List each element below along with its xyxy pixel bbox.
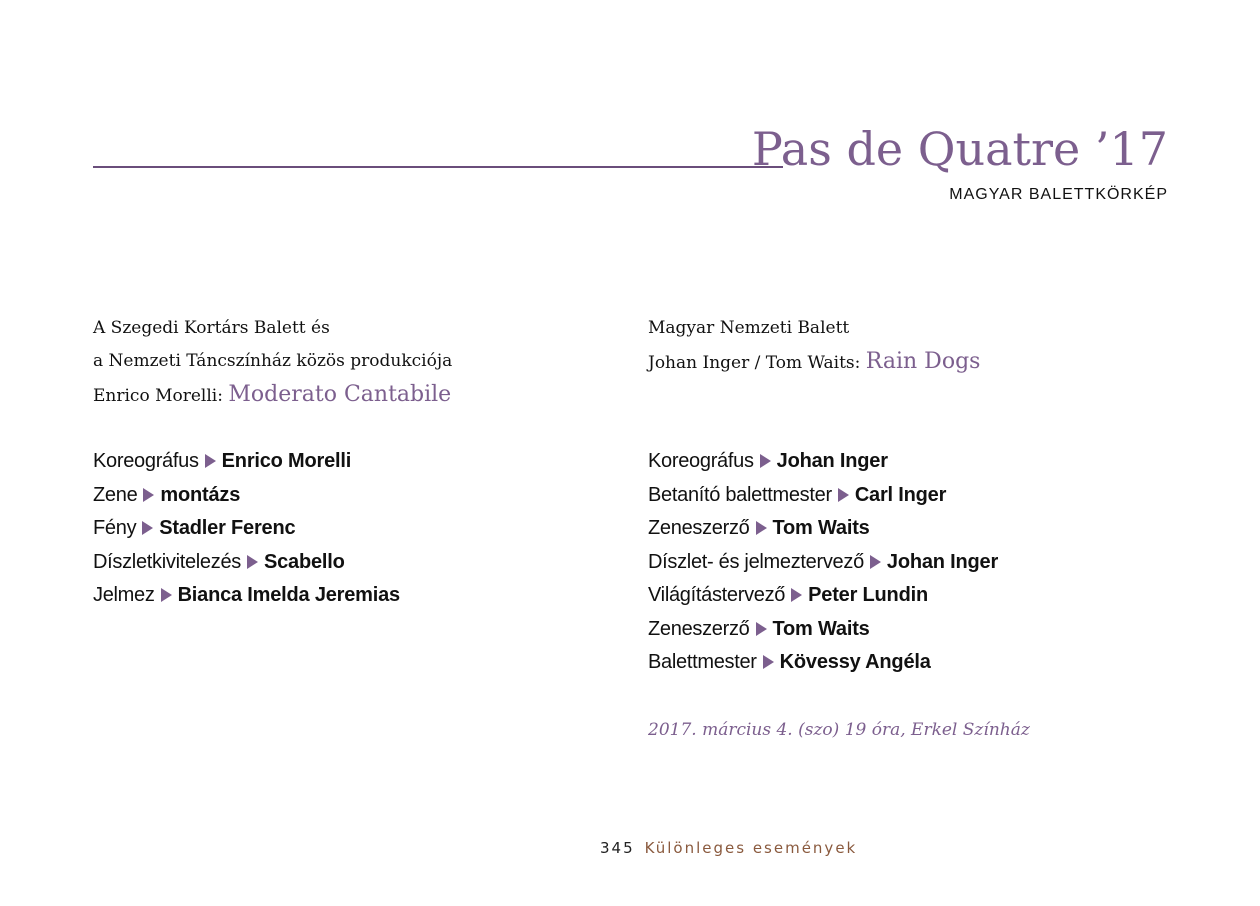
left-column — [93, 312, 613, 613]
credit-row — [648, 479, 1168, 513]
header-rule — [93, 166, 783, 168]
arrow-right-icon — [756, 521, 767, 535]
credit-role: Balettmester — [648, 651, 757, 673]
credit-name: Kövessy Angéla — [779, 651, 931, 673]
right-intro-spacer — [648, 378, 1168, 411]
credit-name: Carl Inger — [854, 483, 947, 506]
arrow-right-icon — [760, 454, 771, 468]
credit-name: Scabello — [263, 550, 345, 573]
right-credits-list — [648, 445, 1168, 680]
page-title: Pas de Quatre ’17 — [751, 122, 1168, 176]
credit-row — [648, 646, 1168, 680]
credit-name: Tom Waits — [772, 517, 870, 539]
arrow-right-icon — [756, 622, 767, 636]
right-work-line — [648, 345, 1168, 378]
credit-row — [648, 546, 1168, 580]
credit-name: Johan Inger — [776, 450, 888, 472]
left-credits-list — [93, 445, 613, 613]
credit-name: Bianca Imelda Jeremias — [177, 584, 400, 606]
left-intro-line-2: a Nemzeti Táncszínház közös produkciója — [93, 351, 453, 371]
credit-row — [648, 445, 1168, 479]
credit-row — [93, 579, 613, 613]
right-work-title: Rain Dogs — [865, 349, 981, 374]
credit-role: Világítástervező — [648, 584, 786, 606]
credit-name: Johan Inger — [886, 550, 999, 573]
credit-row — [93, 512, 613, 546]
credit-role: Zeneszerző — [648, 617, 750, 640]
credit-role: Koreográfus — [648, 450, 754, 472]
page-number: 345 — [600, 839, 635, 857]
credit-name: Stadler Ferenc — [159, 517, 296, 539]
left-work-line — [93, 378, 613, 411]
credit-row — [93, 479, 613, 513]
arrow-right-icon — [142, 521, 153, 535]
arrow-right-icon — [870, 555, 881, 569]
credit-row — [648, 512, 1168, 546]
credit-role: Díszletkivitelezés — [93, 550, 241, 573]
left-work-author: Enrico Morelli: — [93, 386, 223, 406]
credit-role: Fény — [93, 517, 137, 539]
credit-name: Enrico Morelli — [221, 450, 352, 472]
section-title: Különleges események — [644, 839, 858, 857]
credit-role: Zene — [93, 483, 138, 506]
arrow-right-icon — [143, 488, 154, 502]
arrow-right-icon — [763, 655, 774, 669]
credit-row — [93, 546, 613, 580]
arrow-right-icon — [247, 555, 258, 569]
performance-date: 2017. március 4. (szo) 19 óra, Erkel Színház — [648, 719, 1030, 740]
arrow-right-icon — [205, 454, 216, 468]
credit-name: Peter Lundin — [808, 584, 928, 606]
right-intro-line-1: Magyar Nemzeti Balett — [648, 318, 850, 338]
arrow-right-icon — [838, 488, 849, 502]
arrow-right-icon — [161, 588, 172, 602]
credit-row — [648, 579, 1168, 613]
arrow-right-icon — [791, 588, 802, 602]
left-intro-line-1: A Szegedi Kortárs Balett és — [93, 318, 330, 338]
credit-name: montázs — [160, 483, 241, 506]
credit-role: Díszlet- és jelmeztervező — [648, 550, 864, 573]
page-footer — [600, 837, 857, 859]
credit-row — [648, 613, 1168, 647]
left-work-title: Moderato Cantabile — [228, 382, 452, 407]
credit-role: Koreográfus — [93, 450, 199, 472]
credit-name: Tom Waits — [772, 617, 870, 640]
page-subtitle: MAGYAR BALETTKÖRKÉP — [949, 186, 1168, 203]
right-column — [648, 312, 1168, 742]
credit-row — [93, 445, 613, 479]
credit-role: Betanító balettmester — [648, 483, 832, 506]
credit-role: Jelmez — [93, 584, 155, 606]
credit-role: Zeneszerző — [648, 517, 750, 539]
right-work-author: Johan Inger / Tom Waits: — [648, 353, 861, 373]
